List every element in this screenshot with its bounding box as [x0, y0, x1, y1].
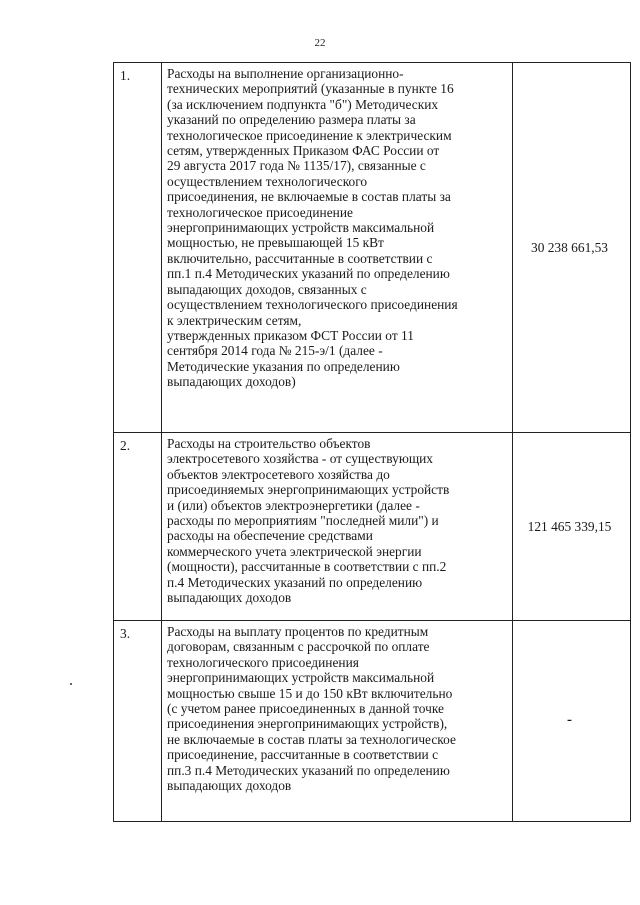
row-number: 3. [114, 621, 162, 822]
row-number: 1. [114, 63, 162, 433]
page-number: 22 [314, 37, 326, 49]
table-row [114, 63, 631, 433]
row-amount: 30 238 661,53 [513, 63, 631, 433]
row-description: Расходы на выплату процентов по кредитным договорам, связанным с рассрочкой по оплате технологического присоединения энергопринимающих устройств максимальной мощностью свыше 15 и до 150 кВт включительно (с учетом ранее присоединенных в данной точке присоединения энергопринимающих устройств), не включаемые в состав платы за технологическое присоединение, рассчитанные в соответствии с пп.3 п.4 Методических указаний по определению выпадающих доходов [162, 621, 513, 822]
expenses-table [113, 62, 631, 822]
table-row [114, 433, 631, 621]
table-row [114, 621, 631, 822]
scan-speck [70, 683, 72, 685]
row-description: Расходы на выполнение организационно- технических мероприятий (указанные в пункте 16 (за исключением подпункта "б") Методических указаний по определению размера платы за технологическое присоединение к электрическим сетям, утвержденных Приказом ФАС России от 29 августа 2017 года № 1135/17), связанные с осуществлением технологического присоединения, не включаемые в состав платы за технологическое присоединение энергопринимающих устройств максимальной мощностью, не превышающей 15 кВт включительно, рассчитанные в соответствии с пп.1 п.4 Методических указаний по определению выпадающих доходов, связанных с осуществлением технологического присоединения к электрическим сетям, утвержденных приказом ФСТ России от 11 сентября 2014 года № 215-э/1 (далее - Методические указания по определению выпадающих доходов) [162, 63, 513, 433]
row-amount: 121 465 339,15 [513, 433, 631, 621]
row-number: 2. [114, 433, 162, 621]
row-amount [513, 621, 631, 822]
row-description: Расходы на строительство объектов электросетевого хозяйства - от существующих объектов электросетевого хозяйства до присоединяемых энергопринимающих устройств и (или) объектов электроэнергетики (далее - расходы по мероприятиям "последней мили") и расходы на обеспечение средствами коммерческого учета электрической энергии (мощности), рассчитанные в соответствии с пп.2 п.4 Методических указаний по определению выпадающих доходов [162, 433, 513, 621]
amount-dash: - [567, 711, 572, 728]
